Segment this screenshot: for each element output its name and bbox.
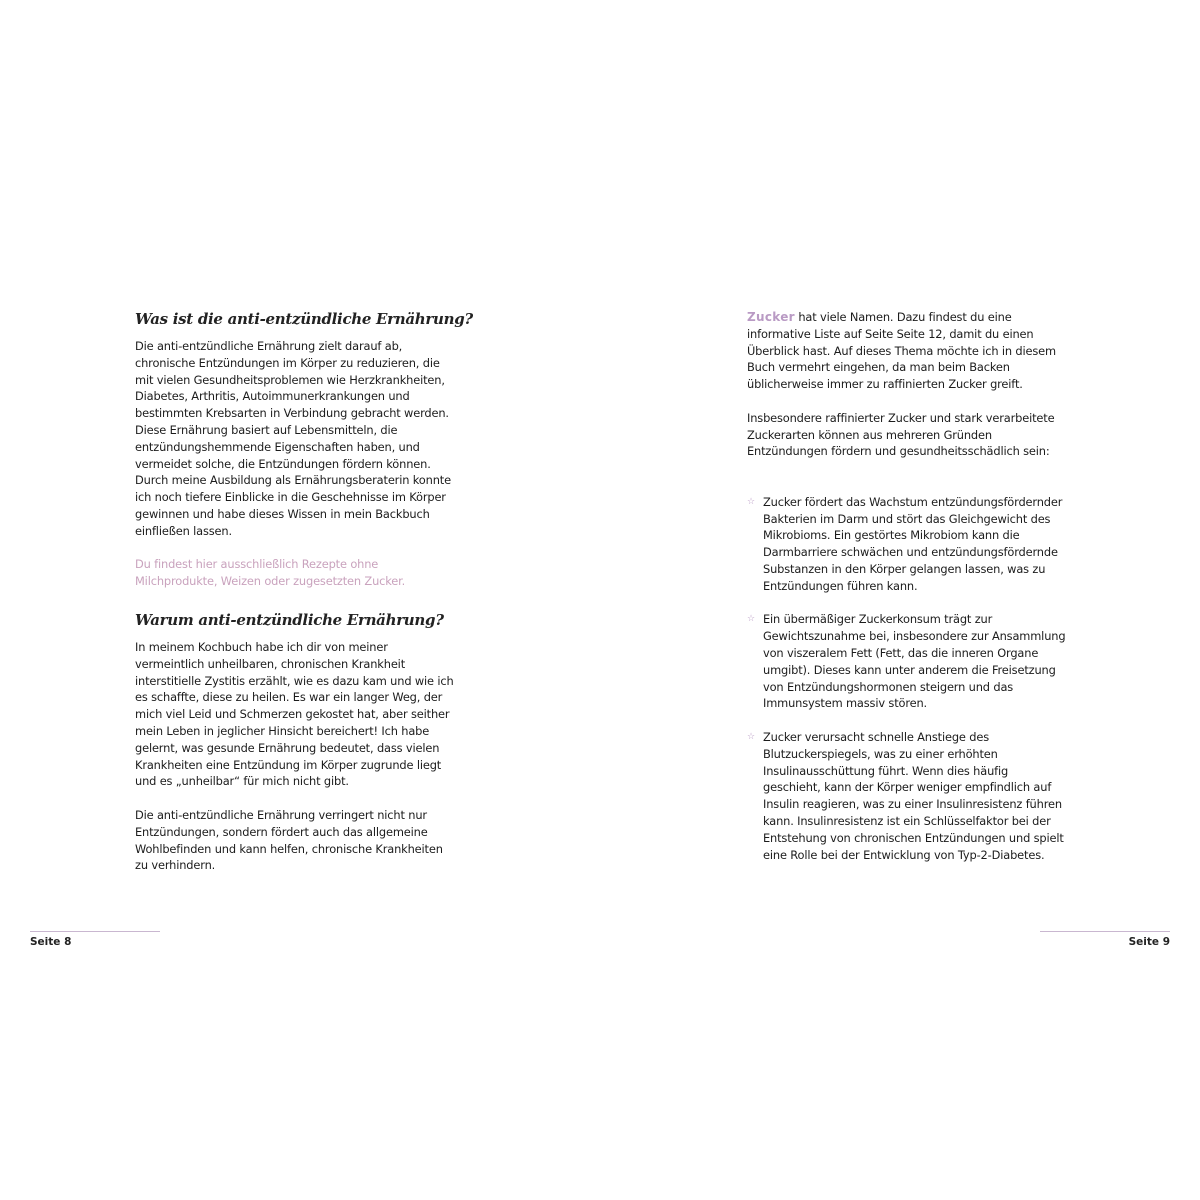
page-number-right: Seite 9 bbox=[1128, 936, 1170, 948]
footer-rule-right bbox=[1040, 931, 1170, 932]
heading-what-is: Was ist die anti-entzündliche Ernährung? bbox=[135, 310, 473, 328]
intro-rest: hat viele Namen. Dazu findest du eine informative Liste auf Seite Seite 12, damit du einen Überblick hast. Auf dieses Thema möchte ich in diesem Buch vermehrt eingehen, da man beim Backen üblicherweise immer zu raffinierten Zucker greift. bbox=[747, 310, 1056, 392]
page-number-left: Seite 8 bbox=[30, 936, 72, 948]
paragraph-story: In meinem Kochbuch habe ich dir von meiner vermeintlich unheilbaren, chronischen Krankheit interstitielle Zystitis erzählt, wie es dazu kam und wie ich es schaffte, diese zu heilen. Es war ein langer Weg, der mich viel Leid und Schmerzen gekostet hat, aber seither mein Leben in jeglicher Hinsicht bereichert! Ich habe gelernt, was gesunde Ernährung bedeutet, dass vielen Krankheiten eine Entzündung im Körper zugrunde liegt und es „unheilbar“ für mich nicht gibt. bbox=[135, 640, 454, 789]
footer-rule-left bbox=[30, 931, 160, 932]
heading-why: Warum anti-entzündliche Ernährung? bbox=[135, 611, 444, 629]
paragraph-reasons: Insbesondere raffinierter Zucker und stark verarbeitete Zuckerarten können aus mehreren Gründen Entzündungen fördern und gesundheitsschädlich sein: bbox=[747, 410, 1055, 459]
bullet-text: Ein übermäßiger Zuckerkonsum trägt zur Gewichtszunahme bei, insbesondere zur Ansammlung von viszeralem Fett (Fett, das die inneren Organe umgibt). Dieses kann unter anderem die Freisetzung von Entzündungshormonen steigern und das Immunsystem massiv stören. bbox=[763, 612, 1066, 711]
bullet-text: Zucker verursacht schnelle Anstiege des Blutzuckerspiegels, was zu einer erhöhten Insulinausschüttung führt. Wenn dies häufig geschieht, kann der Körper weniger empfindlich auf Insulin reagieren, was zu einer Insulinresistenz führen kann. Insulinresistenz ist ein Schlüsselfaktor bei der Entstehung von chronischen Entzündungen und spielt eine Rolle bei der Entwicklung von Typ-2-Diabetes. bbox=[763, 729, 1064, 862]
list-item bbox=[747, 729, 1067, 863]
highlight-text: Du findest hier ausschließlich Rezepte ohne Milchprodukte, Weizen oder zugesetzten Zucker. bbox=[135, 557, 406, 589]
list-item bbox=[747, 611, 1067, 712]
lead-word-zucker: Zucker bbox=[747, 310, 795, 324]
star-outline-icon: ☆ bbox=[747, 614, 755, 625]
paragraph-benefits: Die anti-entzündliche Ernährung verringert nicht nur Entzündungen, sondern fördert auch das allgemeine Wohlbefinden und kann helfen, chronische Krankheiten zu verhindern. bbox=[135, 807, 443, 873]
bullet-text: Zucker fördert das Wachstum entzündungsfördernder Bakterien im Darm und stört das Gleichgewicht des Mikrobioms. Ein gestörtes Mikrobiom kann die Darmbarriere schwächen und entzündungsfördernde Substanzen in den Körper gelangen lassen, was zu Entzündungen führen kann. bbox=[763, 494, 1063, 593]
paragraph-zucker-intro bbox=[747, 309, 1067, 393]
right-page bbox=[600, 0, 1200, 1200]
right-column bbox=[747, 309, 1067, 880]
list-item bbox=[747, 494, 1067, 595]
star-outline-icon: ☆ bbox=[747, 496, 755, 507]
paragraph-intro: Die anti-entzündliche Ernährung zielt darauf ab, chronische Entzündungen im Körper zu reduzieren, die mit vielen Gesundheitsproblemen wie Herzkrankheiten, Diabetes, Arthritis, Autoimmunerkrankungen und bestimmten Krebsarten in Verbindung gebracht werden. Diese Ernährung basiert auf Lebensmitteln, die entzündungshemmende Eigenschaften haben, und vermeidet solche, die Entzündungen fördern können. Durch meine Ausbildung als Ernährungsberaterin konnte ich noch tiefere Einblicke in die Geschehnisse im Körper gewinnen und habe dieses Wissen in mein Backbuch einfließen lassen. bbox=[135, 339, 451, 538]
bullet-list bbox=[747, 494, 1067, 864]
star-outline-icon: ☆ bbox=[747, 731, 755, 742]
left-column-section-2 bbox=[135, 639, 455, 874]
left-column bbox=[135, 338, 455, 590]
